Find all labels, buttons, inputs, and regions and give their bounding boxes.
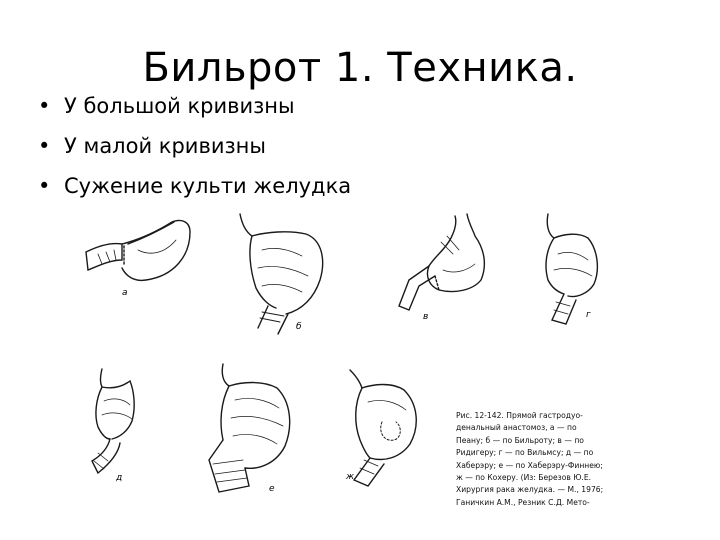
sketch-panel-g <box>530 210 610 330</box>
panel-letter-a: а <box>122 288 128 298</box>
sketch-panel-b <box>232 210 332 340</box>
sketch-panel-e <box>205 360 305 500</box>
stomach-sketch-d <box>78 365 158 485</box>
stomach-sketch-e <box>205 360 305 500</box>
stomach-sketch-v <box>395 210 505 330</box>
caption-line: Пеану; б — по Бильроту; в — по <box>456 435 584 445</box>
bullet-item <box>38 168 351 208</box>
panel-letter-zh: ж <box>346 472 355 482</box>
caption-line: Ганичкин А.М., Резник С.Д. Мето- <box>456 497 590 507</box>
caption-line: Хирургия рака желудка. — М., 1976; <box>456 485 604 495</box>
sketch-panel-d <box>78 365 158 485</box>
caption-line: ж — по Кохеру. (Из: Березов Ю.Е. <box>456 473 592 483</box>
figure-caption <box>456 410 624 509</box>
sketch-panel-v <box>395 210 505 330</box>
panel-letter-e: е <box>269 484 275 494</box>
stomach-sketch-b <box>232 210 332 340</box>
bullet-icon: • <box>38 174 51 198</box>
caption-line: Рис. 12-142. Прямой гастродуо- <box>456 411 583 420</box>
bullet-icon: • <box>38 94 51 118</box>
stomach-sketch-zh <box>338 360 448 490</box>
bullet-text: У большой кривизны <box>64 94 295 118</box>
bullet-icon: • <box>38 134 51 158</box>
sketch-panel-zh <box>338 360 448 490</box>
bullet-item <box>38 88 351 128</box>
stomach-sketch-a <box>78 210 198 300</box>
panel-letter-g: г <box>586 310 591 320</box>
stomach-sketch-g <box>530 210 610 330</box>
caption-line: Ридигеру; г — по Вильмсу; д — по <box>456 448 594 458</box>
bullet-list <box>38 88 351 208</box>
slide-title: Бильрот 1. Техника. <box>142 44 578 91</box>
panel-letter-v: в <box>423 312 429 322</box>
bullet-text: Сужение культи желудка <box>64 174 352 198</box>
panel-letter-d: д <box>116 473 123 483</box>
bullet-text: У малой кривизны <box>64 134 266 158</box>
panel-letter-b: б <box>296 322 302 332</box>
sketch-panel-a <box>78 210 198 300</box>
caption-line: Хаберэру; е — по Хаберэру-Финнею; <box>456 460 603 470</box>
bullet-item <box>38 128 351 168</box>
caption-line: денальный анастомоз, а — по <box>456 423 577 433</box>
